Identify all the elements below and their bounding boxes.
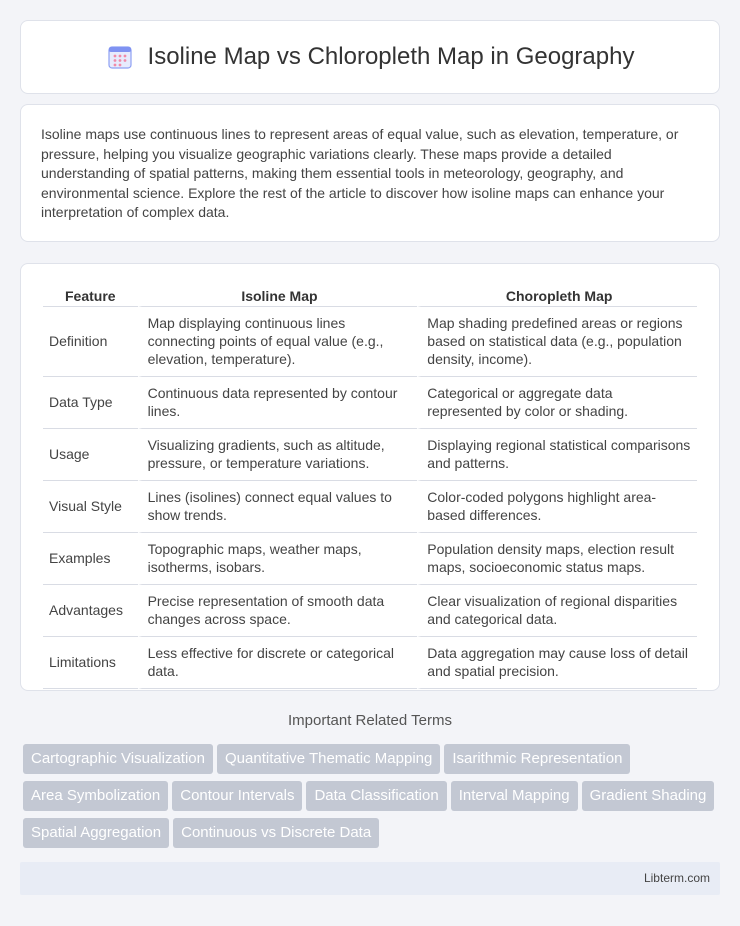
choropleth-cell: Color-coded polygons highlight area-based differences.	[417, 481, 697, 533]
feature-cell: Limitations	[43, 637, 138, 689]
footer	[20, 862, 720, 895]
table-row	[43, 637, 697, 689]
table-row	[43, 481, 697, 533]
table-row	[43, 307, 697, 377]
isoline-cell: Less effective for discrete or categorical data.	[138, 637, 418, 689]
feature-cell: Visual Style	[43, 481, 138, 533]
feature-cell: Examples	[43, 533, 138, 585]
related-term-tag[interactable]: Data Classification	[306, 781, 446, 811]
related-term-tag[interactable]: Contour Intervals	[172, 781, 302, 811]
table-row	[43, 585, 697, 637]
choropleth-cell: Data aggregation may cause loss of detail and spatial precision.	[417, 637, 697, 689]
choropleth-cell: Categorical or aggregate data represented by color or shading.	[417, 377, 697, 429]
related-term-tag[interactable]: Interval Mapping	[451, 781, 578, 811]
related-term-tag[interactable]: Cartographic Visualization	[23, 744, 213, 774]
choropleth-cell: Map shading predefined areas or regions based on statistical data (e.g., population density, income).	[417, 307, 697, 377]
intro-text: Isoline maps use continuous lines to represent areas of equal value, such as elevation, temperature, or pressure, helping you visualize geographic variations clearly. These maps provide a detailed understanding of spatial patterns, making them essential tools in meteorology, geography, and environmental science. Explore the rest of the article to discover how isoline maps can enhance your interpretation of complex data.	[41, 126, 679, 220]
choropleth-cell: Displaying regional statistical comparisons and patterns.	[417, 429, 697, 481]
choropleth-cell: Clear visualization of regional disparities and categorical data.	[417, 585, 697, 637]
isoline-cell: Topographic maps, weather maps, isotherms, isobars.	[138, 533, 418, 585]
header-card	[20, 20, 720, 94]
comparison-card	[20, 263, 720, 691]
isoline-cell: Visualizing gradients, such as altitude, pressure, or temperature variations.	[138, 429, 418, 481]
isoline-cell: Lines (isolines) connect equal values to show trends.	[138, 481, 418, 533]
related-terms-list	[23, 744, 723, 855]
related-term-tag[interactable]: Continuous vs Discrete Data	[173, 818, 379, 848]
isoline-cell: Continuous data represented by contour lines.	[138, 377, 418, 429]
feature-cell: Definition	[43, 307, 138, 377]
footer-site[interactable]: Libterm.com	[643, 871, 710, 885]
related-term-tag[interactable]: Spatial Aggregation	[23, 818, 169, 848]
feature-cell: Advantages	[43, 585, 138, 637]
intro-card	[20, 104, 720, 242]
related-terms-title: Important Related Terms	[288, 712, 452, 729]
table-row	[43, 533, 697, 585]
related-term-tag[interactable]: Gradient Shading	[582, 781, 715, 811]
header-isoline: Isoline Map	[138, 284, 418, 307]
table-row	[43, 429, 697, 481]
page-title: Isoline Map vs Chloropleth Map in Geography	[147, 43, 635, 70]
table-header-row	[43, 284, 697, 307]
related-term-tag[interactable]: Isarithmic Representation	[444, 744, 630, 774]
header-feature: Feature	[43, 284, 138, 307]
related-term-tag[interactable]: Quantitative Thematic Mapping	[217, 744, 440, 774]
table-row	[43, 377, 697, 429]
calendar-grid-icon	[106, 43, 134, 71]
isoline-cell: Precise representation of smooth data changes across space.	[138, 585, 418, 637]
comparison-table	[43, 284, 697, 689]
choropleth-cell: Population density maps, election result maps, socioeconomic status maps.	[417, 533, 697, 585]
header-choropleth: Choropleth Map	[417, 284, 697, 307]
feature-cell: Data Type	[43, 377, 138, 429]
related-term-tag[interactable]: Area Symbolization	[23, 781, 168, 811]
feature-cell: Usage	[43, 429, 138, 481]
isoline-cell: Map displaying continuous lines connecting points of equal value (e.g., elevation, temperature).	[138, 307, 418, 377]
